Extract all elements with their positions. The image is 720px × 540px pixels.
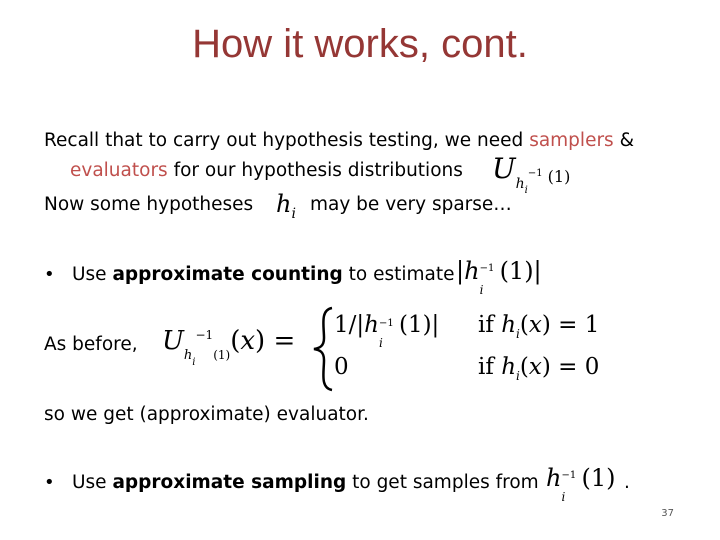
page-number: 37 (661, 508, 674, 519)
formula-evaluator-definition: $U_{hi}^{-1}_{(1)}(x)$ = (162, 326, 296, 368)
piece-2-condition: if $h_i(x) = 0$ (478, 354, 600, 383)
formula-preimage: h −1 i (1) (546, 464, 616, 504)
slide-title: How it works, cont. (192, 22, 528, 66)
paragraph-1-text-b: & (613, 130, 635, 151)
piece-1-number: 1 (584, 312, 600, 338)
piece-1-if: if (478, 312, 494, 338)
piece-2-number: 0 (584, 354, 600, 380)
evaluators-term: evaluators (70, 160, 168, 181)
piece-1-condition: if $h_i(x) = 1$ (478, 312, 600, 341)
bullet-2-period: . (624, 472, 630, 493)
piece-1-value: 1/|h −1 i (1)| (334, 312, 440, 350)
bullet-1-bold: approximate counting (112, 264, 343, 285)
paragraph-1-line-2 (70, 160, 463, 181)
bullet-1-text (72, 264, 455, 285)
bullet-2-text (72, 472, 539, 493)
paragraph-1-text-c: for our hypothesis distributions (167, 160, 463, 181)
paragraph-2-text-a: Now some hypotheses (44, 194, 254, 215)
bullet-2-text-a: Use (72, 472, 113, 493)
paragraph-1-line-1 (44, 130, 634, 151)
as-before-text: As before, (44, 334, 138, 355)
bullet-dot: • (44, 472, 55, 493)
bullet-dot: • (44, 264, 55, 285)
bullet-1-text-a: Use (72, 264, 113, 285)
paragraph-1-text-a: Recall that to carry out hypothesis testing, we need (44, 130, 530, 151)
bullet-2-text-b: to get samples from (346, 472, 539, 493)
piece-2-value: 0 (334, 354, 349, 380)
evaluator-text: so we get (approximate) evaluator. (44, 404, 369, 425)
formula-uniform-preimage: $Uh_i^{-1}$ (1) (492, 152, 571, 196)
bullet-2-bold: approximate sampling (112, 472, 347, 493)
formula-preimage-size: |h −1 i (1)| (456, 257, 542, 297)
bullet-1-text-b: to estimate (342, 264, 455, 285)
formula-hypothesis: $h_i$ (276, 190, 296, 222)
samplers-term: samplers (529, 130, 614, 151)
piece-2-if: if (478, 354, 494, 380)
paragraph-2-text-b: may be very sparse… (310, 194, 512, 215)
